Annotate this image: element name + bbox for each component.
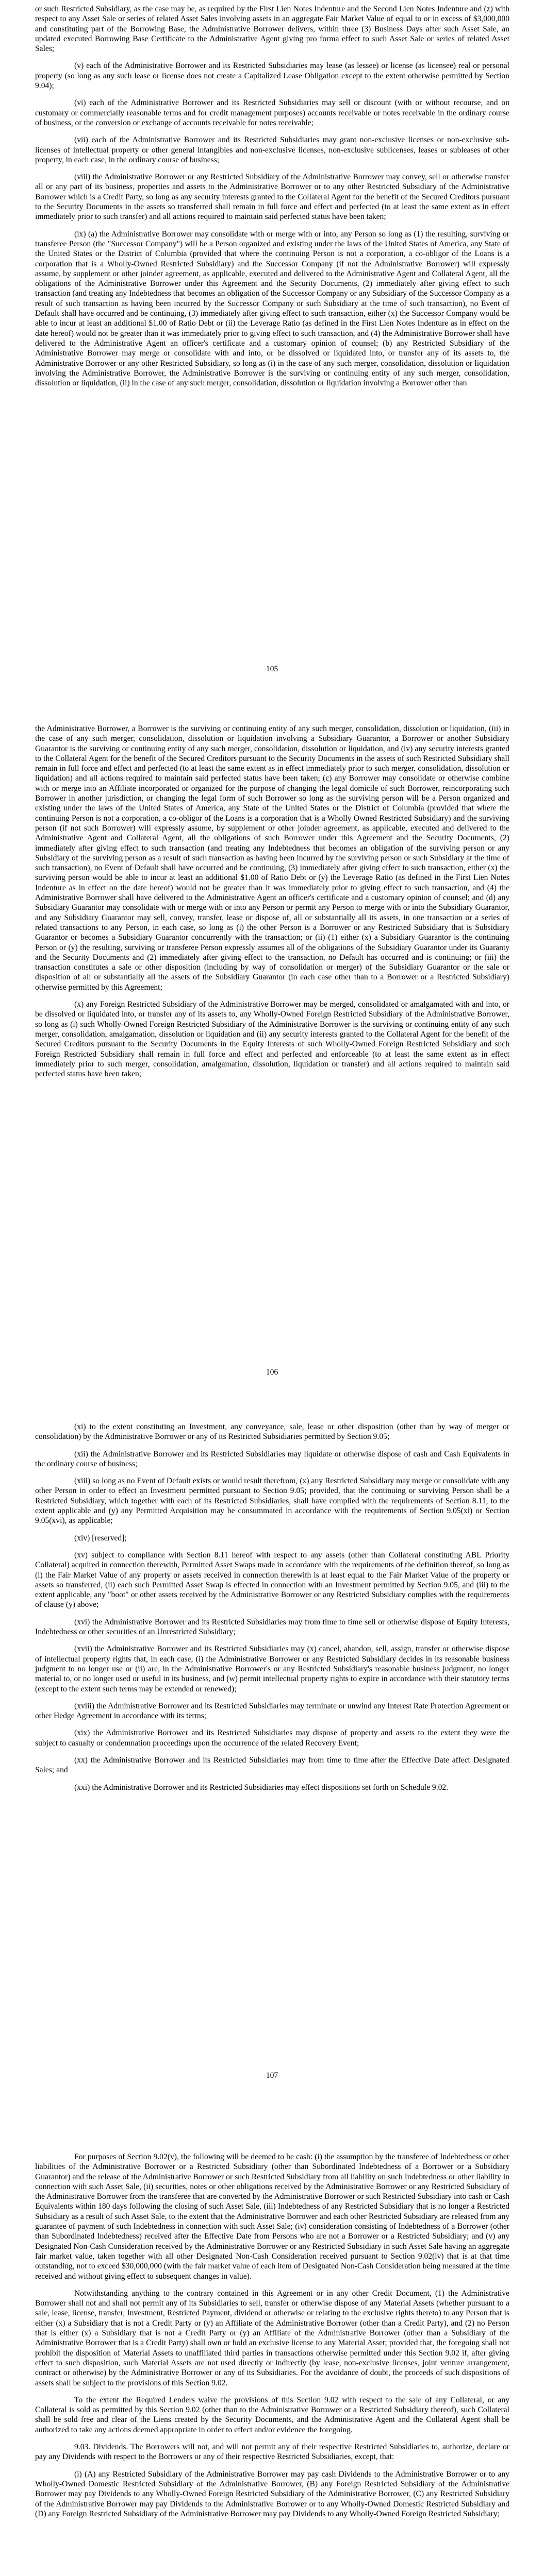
paragraph-clause-xiv: (xiv) [reserved]; bbox=[74, 1533, 127, 1543]
paragraph-clause-xvii: (xvii) the Administrative Borrower and its Restricted Subsidiaries may (x) cancel, abandon, sell, assign, transfer or otherwise dispose of intellectual property rights that, in each case, (i) the Administrative Borrower or any Restricted Subsidiary decides in its reasonable business judgment to no longer use or (ii) are, in the Administrative Borrower's or any Restricted Subsidiary's reasonable business judgment, no longer material to, or no longer used or useful in its business, and (w) permit intellectual property rights to expire in accordance with their statutory terms (except to the extent such terms may be extended or renewed); bbox=[35, 1645, 509, 1693]
paragraph-clause-ix: (ix) (a) the Administrative Borrower may consolidate with or merge with or into, any Person so long as (1) the resulting, surviving or transferee Person (the "Successor Company") will be a Person organized and existing under the laws of the United States of America, any State of the United States or the District of Columbia (provided that where the continuing Person is not a corporation, a co-obligor of the Loans is a corporation that is a Wholly-Owned Restricted Subsidiary) and the Successor Company (if not the Administrative Borrower) will expressly assume, by supplement or other joinder agreement, as applicable, executed and delivered to the Administrative Agent and Collateral Agent, all the obligations of the Administrative Borrower under this Agreement and the Security Documents, (2) immediately after giving effect to such transaction (and treating any Indebtedness that becomes an obligation of the Successor Company or any Subsidiary of the Successor Company as a result of such transaction as having been incurred by the Successor Company or such Subsidiary at the time of such transaction), no Event of Default shall have occurred and be continuing, (3) immediately after giving effect to such transaction, either (x) the Successor Company would be able to incur at least an additional $1.00 of Ratio Debt or (ii) the Leverage Ratio (as defined in the First Lien Notes Indenture as in effect on the date hereof) would not be greater than it was immediately prior to giving effect to such transaction, and (4) the Administrative Borrower shall have delivered to the Administrative Agent an officer's certificate and a customary opinion of counsel; (b) any Restricted Subsidiary of the Administrative Borrower may merge or consolidate with and into, or be dissolved or liquidated into, or transfer any of its assets to, the Administrative Borrower or any other Restricted Subsidiary, so long as (i) in the case of any such merger, consolidation, dissolution or liquidation involving the Administrative Borrower, the Administrative Borrower is the surviving or continuing entity of any such merger, consolidation, dissolution or liquidation, (ii) in the case of any such merger, consolidation, dissolution or liquidation involving a Borrower other than bbox=[35, 229, 509, 388]
document-page-108 bbox=[0, 2110, 544, 2576]
page-number: 106 bbox=[266, 1368, 278, 1377]
paragraph: the Administrative Borrower, a Borrower is the surviving or continuing entity of any such merger, consolidation, dissolution or liquidation, (iii) in the case of any such merger, consolidation, dissolution or liquidation involving a Subsidiary Guarantor, a Borrower or another Subsidiary Guarantor is the surviving or continuing entity of any such merger, consolidation, dissolution or liquidation, and (iv) any security interests granted to the Collateral Agent for the benefit of the Secured Creditors pursuant to the Security Documents in the assets of such Restricted Subsidiary shall remain in full force and effect and perfected (to at least the same extent as in effect immediately prior to such merger, consolidation, dissolution or liquidation) and all actions required to maintain said perfected status have been taken; (c) any Borrower may consolidate or otherwise combine with or merge into an Affiliate incorporated or organized for the purpose of changing the legal domicile of such Borrower, reincorporating such Borrower in another jurisdiction, or changing the legal form of such Borrower so long as the surviving person will be a Person organized and existing under the laws of the United States of America, any State of the United States or the District of Columbia (provided that where the continuing Person is not a corporation, a co-obligor of the Loans is a corporation that is a Wholly Owned Restricted Subsidiary) and the surviving person (if not such Borrower) will expressly assume, by supplement or other joinder agreement, as applicable, executed and delivered to the Administrative Agent and Collateral Agent, all the obligations of such Borrower under this Agreement and the Security Documents, (2) immediately after giving effect to such transaction (and treating any Indebtedness that becomes an obligation of the surviving person or any Subsidiary of the surviving person as a result of such transaction as having been incurred by the surviving person or such Subsidiary at the time of such transaction), no Event of Default shall have occurred and be continuing, (3) immediately after giving effect to such transaction, either (x) the surviving person would be able to incur at least an additional $1.00 of Ratio Debt or (y) the Leverage Ratio (as defined in the First Lien Notes Indenture as in effect on the date hereof) would not be greater than it was immediately prior to giving effect to such transaction, and (4) the Administrative Borrower shall have delivered to the Administrative Agent an officer's certificate and a customary opinion of counsel; and (d) any Subsidiary Guarantor may consolidate with or merge with or into any Person or permit any Person to merge with or into the Subsidiary Guarantor, and any Subsidiary Guarantor may sell, convey, transfer, lease or dispose of, all or substantially all its assets, in one transaction or a series of related transactions to any Person, in each case, so long as (i) the other Person is a Borrower or any Restricted Subsidiary that is Subsidiary Guarantor or becomes a Subsidiary Guarantor concurrently with the transaction; or (ii) (1) either (x) a Subsidiary Guarantor is the continuing Person or (y) the resulting, surviving or transferee Person expressly assumes all of the obligations of the Subsidiary Guarantor under its Guaranty and the Security Documents and (2) immediately after giving effect to the transaction, no Default has occurred and is continuing; or (iii) the transaction constitutes a sale or other disposition (including by way of consolidation or merger) of the Subsidiary Guarantor or the sale or disposition of all or substantially all the assets of the Subsidiary Guarantor (in each case other than to a Borrower or a Restricted Subsidiary) otherwise permitted by this Agreement; bbox=[35, 724, 509, 992]
page-body bbox=[35, 4, 509, 395]
paragraph-clause-v: (v) each of the Administrative Borrower and its Restricted Subsidiaries may lease (as lessee) or license (as licensee) real or personal property (so long as any such lease or license does not create a Capitalized Lease Obligation except to the extent otherwise permitted by Section 9.04); bbox=[35, 61, 509, 91]
paragraph-clause-xv: (xv) subject to compliance with Section 8.11 hereof with respect to any assets (other than Collateral constituting ABL Priority Collateral) acquired in connection therewith, Permitted Asset Swaps made in accordance with the requirements of the definition thereof, so long as (i) the Fair Market Value of any property or assets received in connection therewith is at least equal to the Fair Market Value of the property or assets so transferred, (ii) each such Permitted Asset Swap is effected in connection with an Investment permitted by Section 9.05, and (iii) to the extent applicable, any "boot" or other assets received by the Administrative Borrower or any Restricted Subsidiary complies with the requirements of clause (y) above; bbox=[35, 1550, 509, 1609]
paragraph-clause-xvi: (xvi) the Administrative Borrower and its Restricted Subsidiaries may from time to time sell or otherwise dispose of Equity Interests, Indebtedness or other securities of an Unrestricted Subsidiary; bbox=[35, 1617, 509, 1637]
paragraph-clause-vii: (vii) each of the Administrative Borrower and its Restricted Subsidiaries may grant non-exclusive licenses or non-exclusive sub-licenses of intellectual property or other general intangibles and non-exclusive licenses, non-exclusive sublicenses, leases or subleases of other property, in each case, in the ordinary course of business; bbox=[35, 135, 509, 164]
page-body bbox=[35, 1422, 509, 1800]
paragraph-collateral-release: To the extent the Required Lenders waive the provisions of this Section 9.02 with respect to the sale of any Collateral, or any Collateral is sold as permitted by this Section 9.02 (other than to the Administrative Borrower or a Restricted Subsidiary thereof), such Collateral shall be sold free and clear of the Liens created by the Security Documents, and the Administrative Agent and the Collateral Agent shall be authorized to take any actions deemed appropriate in order to effect and/or evidence the foregoing. bbox=[35, 2395, 509, 2434]
page-number: 105 bbox=[266, 665, 278, 673]
section-9-03-dividends: 9.03. Dividends. The Borrowers will not, and will not permit any of their respective Restricted Subsidiaries to, authorize, declare or pay any Dividends with respect to the Borrowers or any of their respective Restricted Subsidiaries, except, that: bbox=[35, 2443, 509, 2462]
paragraph-clause-xviii: (xviii) the Administrative Borrower and its Restricted Subsidiaries may terminate or unwind any Interest Rate Protection Agreement or other Hedge Agreement in accordance with its terms; bbox=[35, 1701, 509, 1721]
paragraph-clause-xii: (xii) the Administrative Borrower and its Restricted Subsidiaries may liquidate or otherwise dispose of cash and Cash Equivalents in the ordinary course of business; bbox=[35, 1449, 509, 1468]
page-body bbox=[35, 2152, 509, 2526]
paragraph-clause-x: (x) any Foreign Restricted Subsidiary of the Administrative Borrower may be merged, consolidated or amalgamated with and into, or be dissolved or liquidated into, or transfer any of its assets to, any Wholly-Owned Foreign Restricted Subsidiary of the Administrative Borrower, so long as (i) such Wholly-Owned Foreign Restricted Subsidiary of the Administrative Borrower is the surviving or continuing entity of any such merger, consolidation, amalgamation, dissolution or liquidation and (ii) any security interests granted to the Collateral Agent for the benefit of the Secured Creditors pursuant to the Security Documents in the Equity Interests of such Wholly-Owned Foreign Restricted Subsidiary and such Foreign Restricted Subsidiary shall remain in full force and effect and perfected and enforceable (to at least the same extent as in effect immediately prior to such merger, consolidation, amalgamation, dissolution, liquidation or transfer) and all actions required to maintain said perfected status have been taken; bbox=[35, 1000, 509, 1079]
paragraph-clause-xxi: (xxi) the Administrative Borrower and its Restricted Subsidiaries may effect dispositions set forth on Schedule 9.02. bbox=[74, 1783, 449, 1792]
paragraph-dividends-clause-i: (i) (A) any Restricted Subsidiary of the Administrative Borrower may pay cash Dividends to the Administrative Borrower or to any Wholly-Owned Domestic Restricted Subsidiary of the Administrative Borrower, (B) any Foreign Restricted Subsidiary of the Administrative Borrower may pay Dividends to any Wholly-Owned Foreign Restricted Subsidiary of the Administrative Borrower, (C) any Restricted Subsidiary of the Administrative Borrower may pay Dividends to the Administrative Borrower or to any Wholly-Owned Domestic Restricted Subsidiary and (D) any Foreign Restricted Subsidiary of the Administrative Borrower may pay Dividends to any Wholly-Owned Foreign Restricted Subsidiary; bbox=[35, 2469, 509, 2518]
page-body bbox=[35, 724, 509, 1086]
paragraph-clause-xi: (xi) to the extent constituting an Investment, any conveyance, sale, lease or other disposition (other than by way of merger or consolidation) by the Administrative Borrower or any of its Restricted Subsidiaries permitted by Section 9.05; bbox=[35, 1422, 509, 1442]
paragraph: or such Restricted Subsidiary, as the case may be, as required by the First Lien Notes Indenture and the Second Lien Notes Indenture and (z) with respect to any Asset Sale or series of related Asset Sales involving assets in an aggregate Fair Market Value of equal to or in excess of $3,000,000 and constituting part of the Borrowing Base, the Administrative Borrower delivers, within three (3) Business Days after such Asset Sale, an updated executed Borrowing Base Certificate to the Administrative Agent giving pro forma effect to such Asset Sale or series of related Asset Sales; bbox=[35, 5, 509, 54]
paragraph-clause-xiii: (xiii) so long as no Event of Default exists or would result therefrom, (x) any Restricted Subsidiary may merge or consolidate with any other Person in order to effect an Investment permitted pursuant to Section 9.05; provided, that the continuing or surviving Person shall be a Restricted Subsidiary, which together with each of its Restricted Subsidiaries, shall have complied with the requirements of Section 8.11, to the extent applicable and (y) any Permitted Acquisition may be consummated in accordance with the requirements of Section 9.05(xi) or Section 9.05(xvi), as applicable; bbox=[35, 1477, 509, 1526]
paragraph-clause-xx: (xx) the Administrative Borrower and its Restricted Subsidiaries may from time to time after the Effective Date affect Designated Sales; and bbox=[35, 1756, 509, 1775]
paragraph-clause-viii: (viii) the Administrative Borrower or any Restricted Subsidiary of the Administrative Borrower may convey, sell or otherwise transfer all or any part of its business, properties and assets to the Administrative Borrower or to any other Restricted Subsidiary of the Administrative Borrower which is a Credit Party, so long as any security interests granted to the Collateral Agent for the benefit of the Secured Creditors pursuant to the Security Documents in the assets so transferred shall remain in full force and effect and perfected (to at least the same extent as in effect immediately prior to such transfer) and all actions required to maintain said perfected status have been taken; bbox=[35, 173, 509, 222]
document-page-107 bbox=[0, 1406, 544, 2110]
paragraph-clause-vi: (vi) each of the Administrative Borrower and its Restricted Subsidiaries may sell or discount (with or without recourse, and on customary or commercially reasonable terms and for credit management purposes) accounts receivable or notes receivable in the ordinary course of business, or the conversion or exchange of accounts receivable for notes receivable; bbox=[35, 98, 509, 127]
paragraph-cash-deemed: For purposes of Section 9.02(v), the following will be deemed to be cash: (i) the assumption by the transferee of Indebtedness or other liabilities of the Administrative Borrower or a Restricted Subsidiary (other than Subordinated Indebtedness of a Borrower or a Subsidiary Guarantor) and the release of the Administrative Borrower or such Restricted Subsidiary from all liability on such Indebtedness or other liability in connection with such Asset Sale, (ii) securities, notes or other obligations received by the Administrative Borrower or any Restricted Subsidiary of the Administrative Borrower from the transferee that are converted by the Administrative Borrower or such Restricted Subsidiary into cash or Cash Equivalents within 180 days following the closing of such Asset Sale, (iii) Indebtedness of any Restricted Subsidiary that is no longer a Restricted Subsidiary as a result of such Asset Sale, to the extent that the Administrative Borrower and each other Restricted Subsidiary are released from any guarantee of payment of such Indebtedness in connection with such Asset Sale; (iv) consideration consisting of Indebtedness of a Borrower (other than Subordinated Indebtedness) received after the Effective Date from Persons who are not a Borrower or a Restricted Subsidiary; and (v) any Designated Non-Cash Consideration received by the Administrative Borrower or any Restricted Subsidiary in such Asset Sale having an aggregate fair market value, taken together with all other Designated Non-Cash Consideration received pursuant to Section 9.02(iv) that is at that time outstanding, not to exceed $30,000,000 (with the fair market value of each item of Designated Non-Cash Consideration being measured at the time received and without giving effect to subsequent changes in value). bbox=[35, 2153, 509, 2281]
document-page-106 bbox=[0, 703, 544, 1406]
document-page-105 bbox=[0, 0, 544, 703]
page-number: 107 bbox=[266, 2071, 278, 2080]
paragraph-clause-xix: (xix) the Administrative Borrower and its Restricted Subsidiaries may dispose of property and assets to the extent they were the subject to casualty or condemnation proceedings upon the occurrence of the related Recovery Event; bbox=[35, 1728, 509, 1748]
paragraph-material-assets: Notwithstanding anything to the contrary contained in this Agreement or in any other Credit Document, (1) the Administrative Borrower shall not and shall not permit any of its Subsidiaries to sell, transfer or otherwise dispose of any Material Assets (whether pursuant to a sale, lease, license, transfer, Investment, Restricted Payment, dividend or otherwise or relating to the exclusive rights thereto) to any Person that is either (x) a Subsidiary that is not a Credit Party or (y) an Affiliate of the Administrative Borrower (other than a Credit Party), and (2) no Person that is either (x) a Subsidiary that is not a Credit Party or (y) an Affiliate of the Administrative Borrower (other than a Subsidiary of the Administrative Borrower that is a Credit Party) shall own or hold an exclusive license to any Material Asset; provided that, the foregoing shall not prohibit the disposition of Material Assets to unaffiliated third parties in transactions otherwise permitted under this Section 9.02 if, after giving effect to such disposition, such Material Assets are not used directly or indirectly (by lease, non-exclusive licenses, joint venture arrangement, contract or otherwise) by the Administrative Borrower or any of its Subsidiaries. For the avoidance of doubt, the proceeds of such dispositions of assets shall be subject to the provisions of this Section 9.02. bbox=[35, 2289, 509, 2387]
